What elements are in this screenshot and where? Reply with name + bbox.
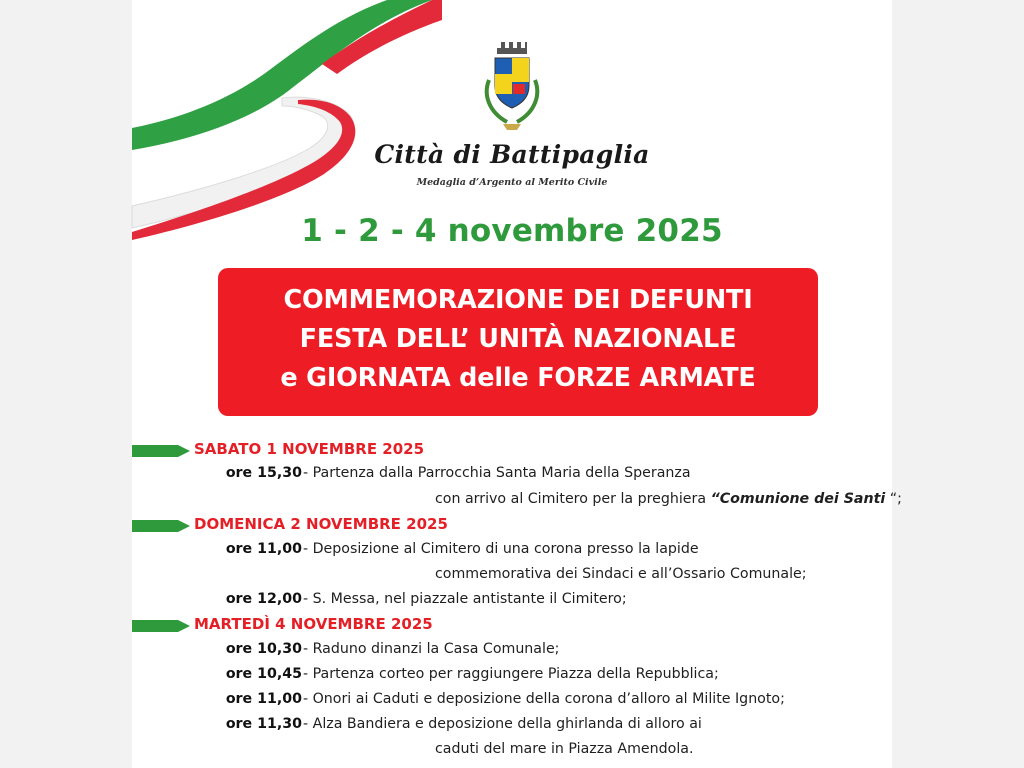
event-description: - Partenza corteo per raggiungere Piazza della Repubblica; (303, 666, 719, 682)
event-description-continued: caduti del mare in Piazza Amendola. (435, 741, 694, 757)
event-description: - Onori ai Caduti e deposizione della corona d’alloro al Milite Ignoto; (303, 691, 785, 707)
day-title: DOMENICA 2 NOVEMBRE 2025 (194, 515, 448, 533)
event-time: ore 10,30 (225, 641, 302, 657)
event-time: ore 10,45 (225, 666, 302, 682)
event-dates: 1 - 2 - 4 novembre 2025 (301, 213, 723, 249)
event-description: - Deposizione al Cimitero di una corona presso la lapide (303, 541, 699, 557)
event-description: - S. Messa, nel piazzale antistante il Cimitero; (303, 591, 627, 607)
event-time: ore 11,00 (225, 691, 302, 707)
event-time: ore 11,00 (225, 541, 302, 557)
green-arrow-icon (132, 518, 190, 534)
event-description: - Partenza dalla Parrocchia Santa Maria della Speranza (303, 465, 691, 481)
coat-of-arms-icon (477, 40, 547, 132)
title-banner (218, 268, 818, 416)
city-name: Città di Battipaglia (374, 140, 650, 169)
green-arrow-icon (132, 443, 190, 459)
poster (132, 0, 902, 768)
day-title: SABATO 1 NOVEMBRE 2025 (194, 440, 425, 458)
event-description: - Raduno dinanzi la Casa Comunale; (303, 641, 560, 657)
event-description: - Alza Bandiera e deposizione della ghirlanda di alloro ai (303, 716, 702, 732)
event-time: ore 12,00 (225, 591, 302, 607)
medal-subtitle: Medaglia d’Argento al Merito Civile (416, 177, 608, 188)
event-time: ore 11,30 (225, 716, 302, 732)
tricolour-ribbon-icon (132, 0, 442, 240)
green-arrow-icon (132, 618, 190, 634)
event-description-continued: con arrivo al Cimitero per la preghiera “Comunione dei Santi “; (435, 491, 902, 507)
event-time: ore 15,30 (225, 465, 302, 481)
banner-line-2: FESTA DELL’ UNITÀ NAZIONALE (299, 324, 737, 354)
banner-line-3: e GIORNATA delle FORZE ARMATE (280, 363, 756, 393)
prayer-name: “Comunione dei Santi (710, 491, 886, 507)
banner-line-1: COMMEMORAZIONE DEI DEFUNTI (283, 285, 753, 315)
event-description-continued: commemorativa dei Sindaci e all’Ossario Comunale; (435, 566, 807, 582)
day-title: MARTEDÌ 4 NOVEMBRE 2025 (194, 615, 433, 633)
